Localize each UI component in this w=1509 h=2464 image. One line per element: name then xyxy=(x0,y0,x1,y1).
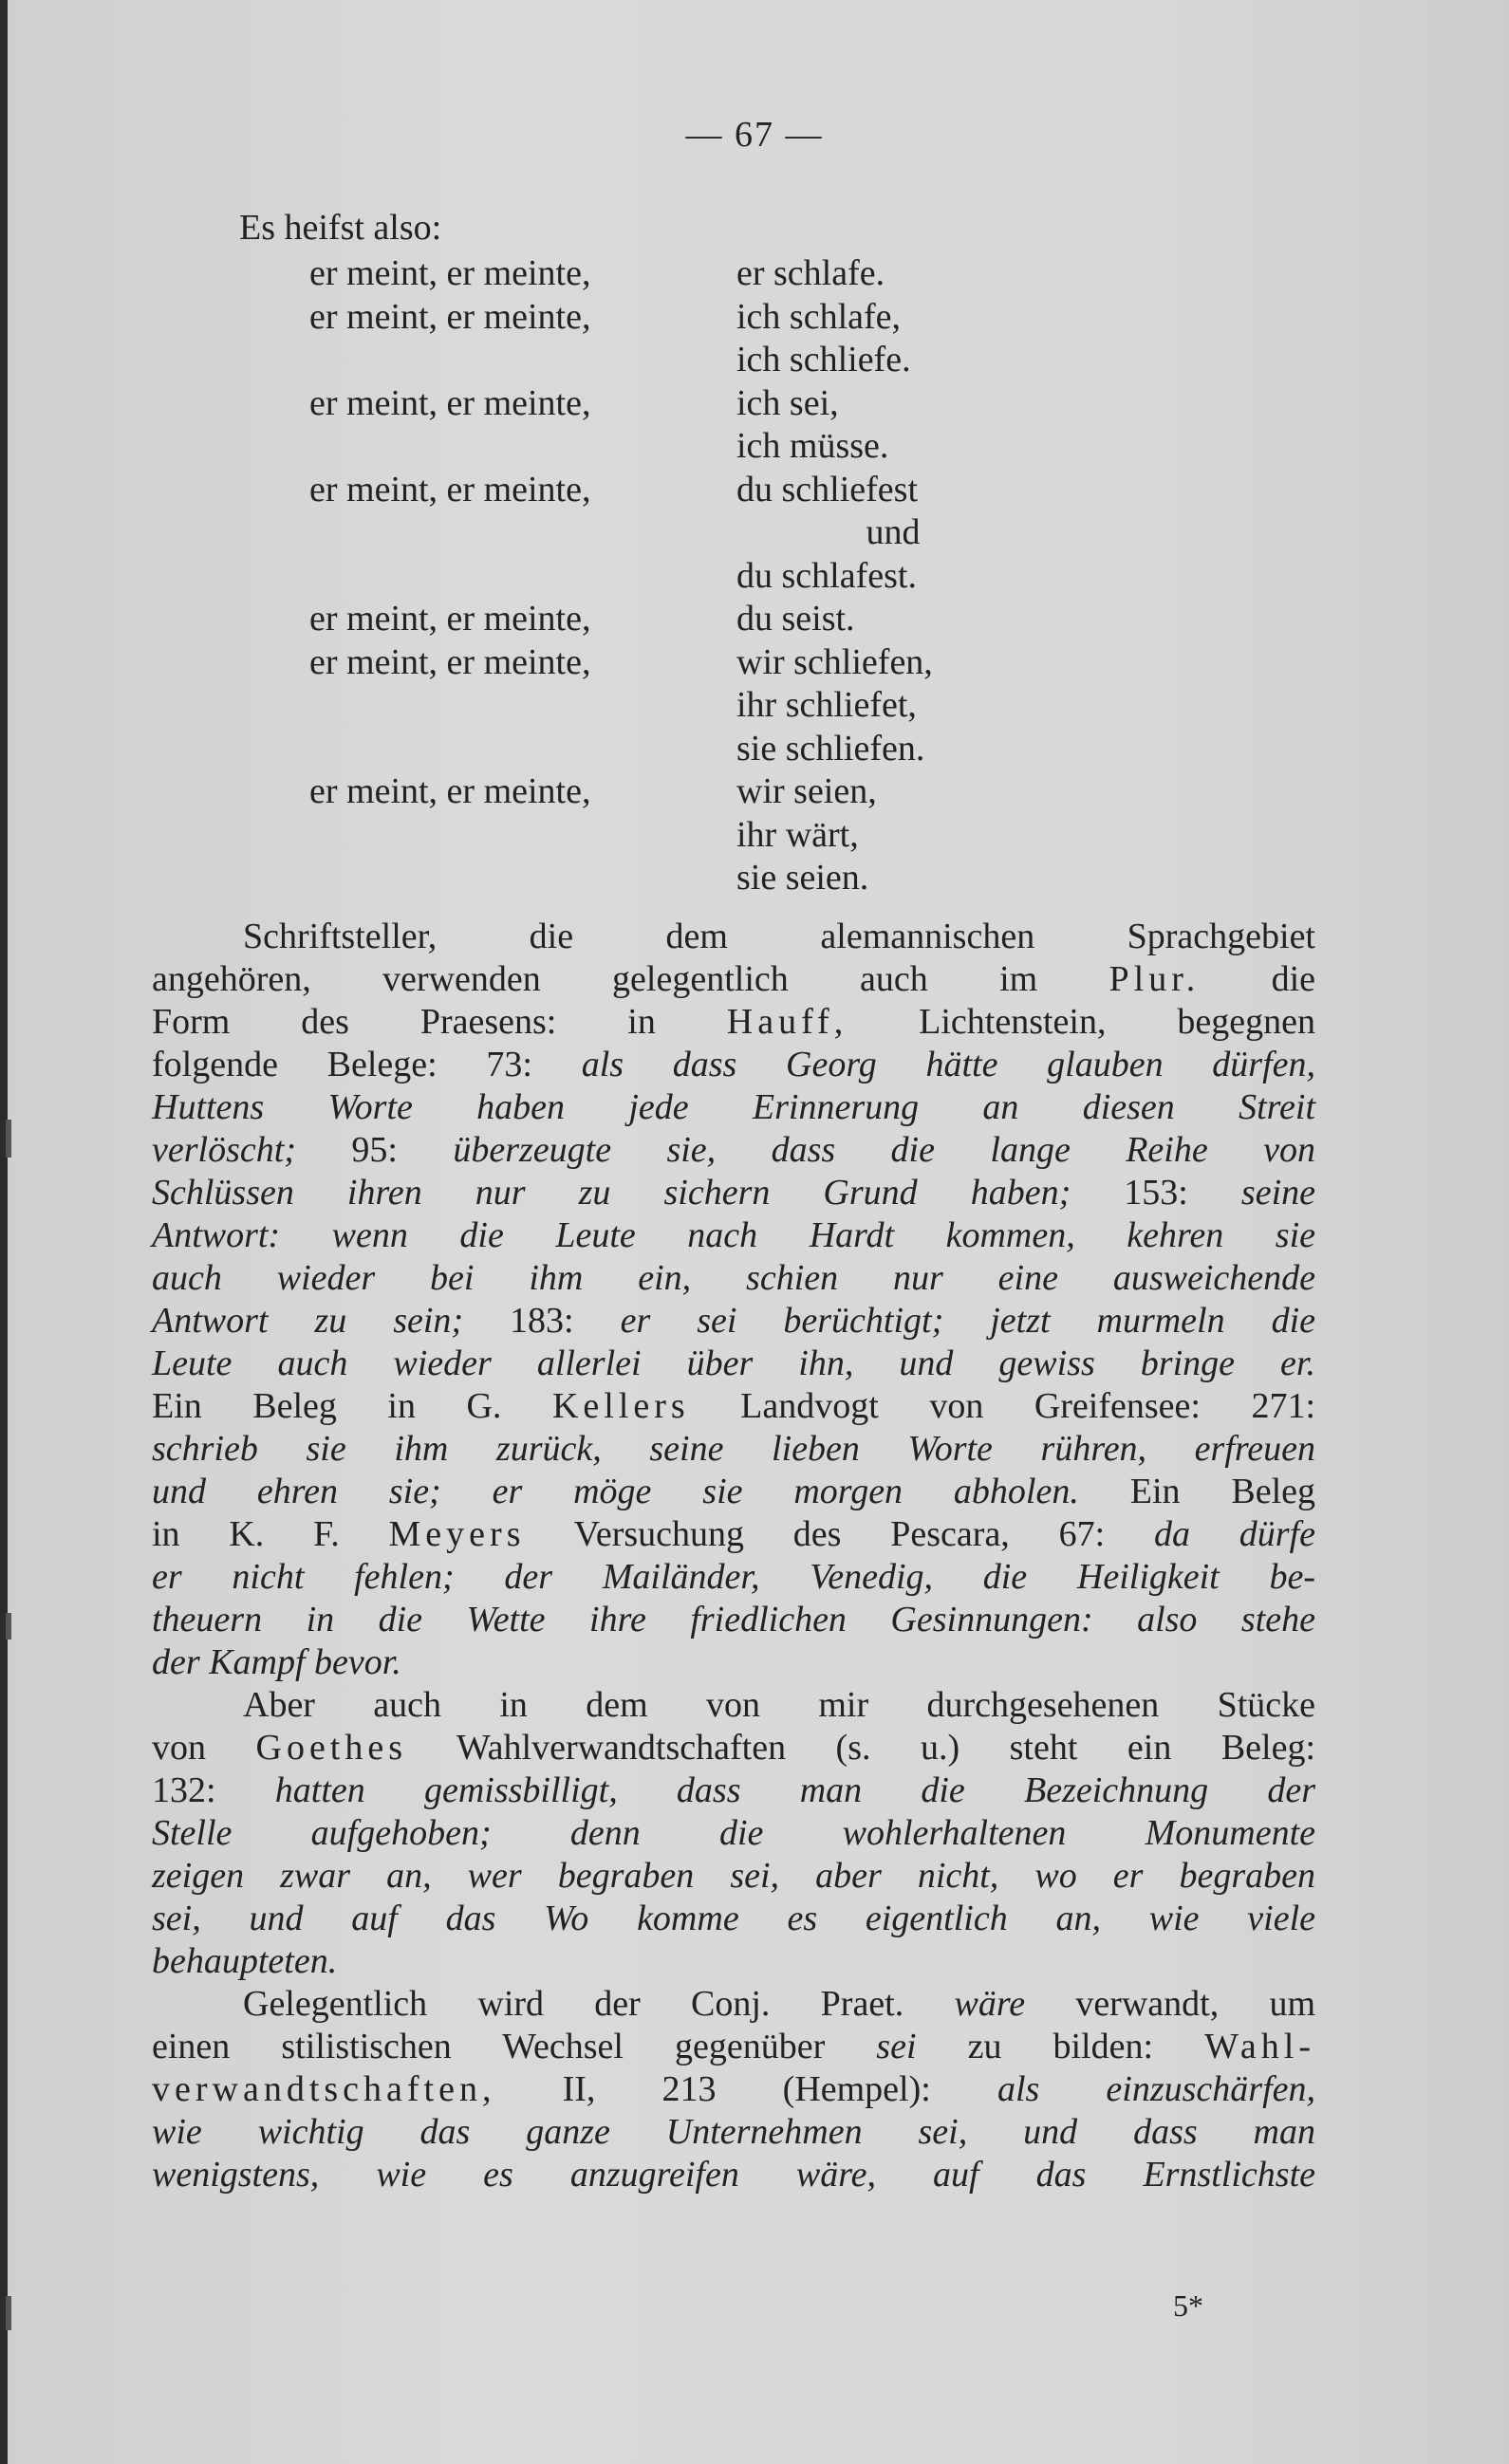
text-line: Antwort zu sein; 183: er sei berüchtigt; jetzt murmeln die xyxy=(152,1301,1316,1341)
text-line: von Goethes Wahlverwandtschaften (s. u.) steht ein Beleg: xyxy=(152,1728,1316,1768)
verb-table-left: er meint, er meinte, xyxy=(309,253,591,293)
text-line: Form des Praesens: in Hauff, Lichtenstein, begegnen xyxy=(152,1002,1315,1042)
text-line: verlöscht; 95: überzeugte sie, dass die lange Reihe von xyxy=(152,1130,1315,1170)
text-line: Aber auch in dem von mir durchgesehenen Stücke xyxy=(243,1685,1315,1725)
text-line: sei, und auf das Wo komme es eigentlich an, wie viele xyxy=(152,1899,1315,1938)
section-intro: Es heifst also: xyxy=(239,208,442,248)
text-line: in K. F. Meyers Versuchung des Pescara, 67: da dürfe xyxy=(152,1514,1316,1554)
verb-table-right: ich schlafe, xyxy=(736,296,902,337)
verb-table-row xyxy=(0,684,1509,727)
verb-table-row xyxy=(0,555,1509,598)
verb-table-right: ich schliefe. xyxy=(736,340,911,380)
text-line: angehören, verwenden gelegentlich auch im Plur. die xyxy=(152,959,1315,999)
text-line: 132: hatten gemissbilligt, dass man die Bezeichnung der xyxy=(152,1770,1316,1810)
verb-table-right: wir seien, xyxy=(736,771,877,811)
verb-table-row xyxy=(0,252,1509,295)
text-line: schrieb sie ihm zurück, seine lieben Worte rühren, erfreuen xyxy=(152,1429,1315,1469)
text-line: Gelegentlich wird der Conj. Praet. wäre verwandt, um xyxy=(243,1984,1315,2024)
verb-table-left: er meint, er meinte, xyxy=(309,382,591,423)
verb-table-left: er meint, er meinte, xyxy=(309,771,591,811)
verb-table-row xyxy=(0,814,1509,857)
verb-table-right: sie schliefen. xyxy=(736,728,925,769)
text-line: behaupteten. xyxy=(152,1941,338,1981)
text-line: einen stilistischen Wechsel gegenüber sei zu bilden: Wahl- xyxy=(152,2027,1315,2066)
text-line: folgende Belege: 73: als dass Georg hätte glauben dürfen, xyxy=(152,1045,1315,1084)
text-line: Schlüssen ihren nur zu sichern Grund haben; 153: seine xyxy=(152,1173,1315,1213)
page-fold-mark xyxy=(6,1120,11,1158)
verb-table-row xyxy=(0,770,1509,813)
text-line: wie wichtig das ganze Unternehmen sei, und dass man xyxy=(152,2112,1315,2152)
verb-table-right: ich sei, xyxy=(736,382,839,423)
text-line: verwandtschaften, II, 213 (Hempel): als einzuschärfen, xyxy=(152,2069,1315,2109)
verb-table-right: du schlafest. xyxy=(736,555,917,596)
verb-table-right: du seist. xyxy=(736,599,855,639)
text-line: der Kampf bevor. xyxy=(152,1642,401,1682)
verb-table-left: er meint, er meinte, xyxy=(309,469,591,509)
verb-table-left: er meint, er meinte, xyxy=(309,641,591,682)
verb-table-right: du schliefest xyxy=(736,469,919,509)
text-line: zeigen zwar an, wer begraben sei, aber nicht, wo er begraben xyxy=(152,1856,1315,1896)
verb-table-row xyxy=(0,728,1509,770)
text-line: er nicht fehlen; der Mailänder, Venedig, die Heiligkeit be- xyxy=(152,1557,1315,1597)
text-line: Leute auch wieder allerlei über ihn, und gewiss bringe er. xyxy=(152,1343,1315,1383)
verb-table-left: er meint, er meinte, xyxy=(309,296,591,337)
body-text xyxy=(152,916,1315,2196)
verb-table-right: ihr wärt, xyxy=(736,814,859,855)
text-line: Schriftsteller, die dem alemannischen Sprachgebiet xyxy=(243,917,1315,956)
text-line: auch wieder bei ihm ein, schien nur eine ausweichende xyxy=(152,1258,1315,1298)
verb-table-row xyxy=(0,339,1509,381)
verb-table-row xyxy=(0,469,1509,511)
verb-table-right: wir schliefen, xyxy=(736,641,933,682)
verb-table-row xyxy=(0,641,1509,684)
verb-table-left: er meint, er meinte, xyxy=(309,599,591,639)
verb-table-row xyxy=(0,598,1509,640)
text-line: wenigstens, wie es anzugreifen wäre, auf das Ernstlichste xyxy=(152,2155,1315,2195)
page-fold-mark xyxy=(6,1613,11,1640)
verb-table-row xyxy=(0,296,1509,339)
text-line: theuern in die Wette ihre friedlichen Gesinnungen: also stehe xyxy=(152,1600,1315,1640)
page-number: — 67 — xyxy=(685,115,824,155)
text-line: Antwort: wenn die Leute nach Hardt kommen, kehren sie xyxy=(152,1215,1315,1255)
signature-mark: 5* xyxy=(1173,2288,1203,2323)
verb-table-row xyxy=(0,425,1509,468)
verb-table-row xyxy=(0,382,1509,425)
text-line: Huttens Worte haben jede Erinnerung an diesen Streit xyxy=(152,1087,1315,1127)
verb-table-right: er schlafe. xyxy=(736,253,885,293)
page-fold-mark xyxy=(6,2296,11,2330)
verb-table-right: und xyxy=(866,512,921,552)
verb-table-row xyxy=(0,511,1509,554)
verb-table-right: ich müsse. xyxy=(736,426,889,466)
verb-table-right: ihr schliefet, xyxy=(736,685,917,725)
text-line: und ehren sie; er möge sie morgen abholen. Ein Beleg xyxy=(152,1472,1316,1511)
verb-table-row xyxy=(0,857,1509,899)
text-line: Stelle aufgehoben; denn die wohlerhaltenen Monumente xyxy=(152,1813,1315,1853)
text-line: Ein Beleg in G. Kellers Landvogt von Greifensee: 271: xyxy=(152,1386,1316,1426)
verb-table-right: sie seien. xyxy=(736,858,869,898)
